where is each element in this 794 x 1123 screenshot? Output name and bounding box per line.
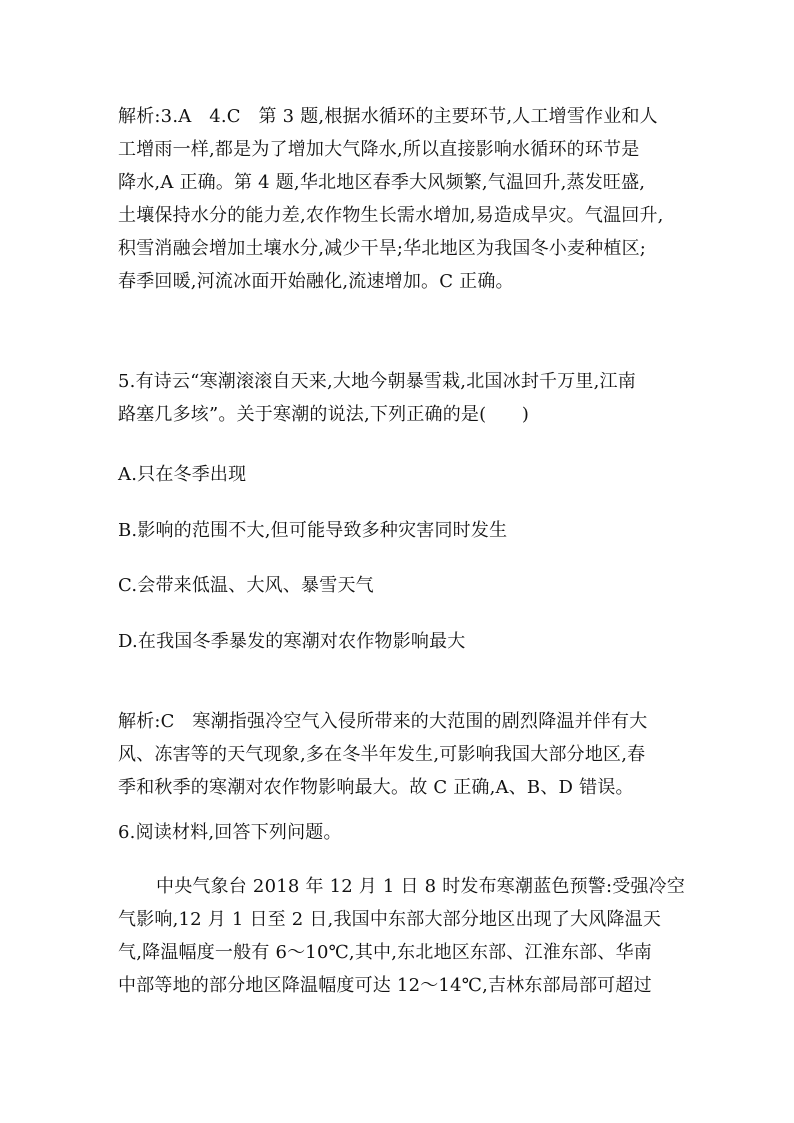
analysis-line: 降水,A 正确。第 4 题,华北地区春季大风频繁,气温回升,蒸发旺盛, xyxy=(118,172,646,193)
analysis-q3-q4 xyxy=(118,100,678,298)
question-5-stem xyxy=(118,365,678,431)
analysis-line: 工增雨一样,都是为了增加大气降水,所以直接影响水循环的环节是 xyxy=(118,139,640,160)
analysis-line: 春季回暖,河流冰面开始融化,流速增加。C 正确。 xyxy=(118,271,514,292)
analysis-line: 土壤保持水分的能力差,农作物生长需水增加,易造成旱灾。气温回升, xyxy=(118,205,664,226)
analysis-line: 积雪消融会增加土壤水分,减少干旱;华北地区为我国冬小麦种植区; xyxy=(118,238,647,259)
question-stem-line: 5.有诗云“寒潮滚滚自天来,大地今朝暴雪栽,北国冰封千万里,江南 xyxy=(118,371,636,392)
question-6-stem xyxy=(118,816,678,849)
analysis-q5 xyxy=(118,705,678,804)
material-line: 中央气象台 2018 年 12 月 1 日 8 时发布寒潮蓝色预警:受强冷空 xyxy=(156,876,686,897)
question-stem-line: 路塞几多垓”。关于寒潮的说法,下列正确的是( ) xyxy=(118,404,530,425)
analysis-line: 解析:3.A 4.C 第 3 题,根据水循环的主要环节,人工增雪作业和人 xyxy=(118,106,658,127)
question-6-material xyxy=(118,870,686,1002)
material-line: 气影响,12 月 1 日至 2 日,我国中东部大部分地区出现了大风降温天 xyxy=(118,909,662,930)
material-line: 中部等地的部分地区降温幅度可达 12～14℃,吉林东部局部可超过 xyxy=(118,975,652,996)
analysis-line: 解析:C 寒潮指强冷空气入侵所带来的大范围的剧烈降温并伴有大 xyxy=(118,711,648,732)
option-d xyxy=(118,625,678,658)
material-line: 气,降温幅度一般有 6～10℃,其中,东北地区东部、江淮东部、华南 xyxy=(118,942,652,963)
option-a xyxy=(118,458,678,491)
option-d-text: D.在我国冬季暴发的寒潮对农作物影响最大 xyxy=(118,631,466,652)
option-c-text: C.会带来低温、大风、暴雪天气 xyxy=(118,575,374,596)
option-b-text: B.影响的范围不大,但可能导致多种灾害同时发生 xyxy=(118,520,508,541)
option-b xyxy=(118,514,678,547)
option-c xyxy=(118,569,678,602)
question-stem-line: 6.阅读材料,回答下列问题。 xyxy=(118,822,342,843)
analysis-line: 风、冻害等的天气现象,多在冬半年发生,可影响我国大部分地区,春 xyxy=(118,744,646,765)
option-a-text: A.只在冬季出现 xyxy=(118,464,247,485)
analysis-line: 季和秋季的寒潮对农作物影响最大。故 C 正确,A、B、D 错误。 xyxy=(118,777,634,798)
